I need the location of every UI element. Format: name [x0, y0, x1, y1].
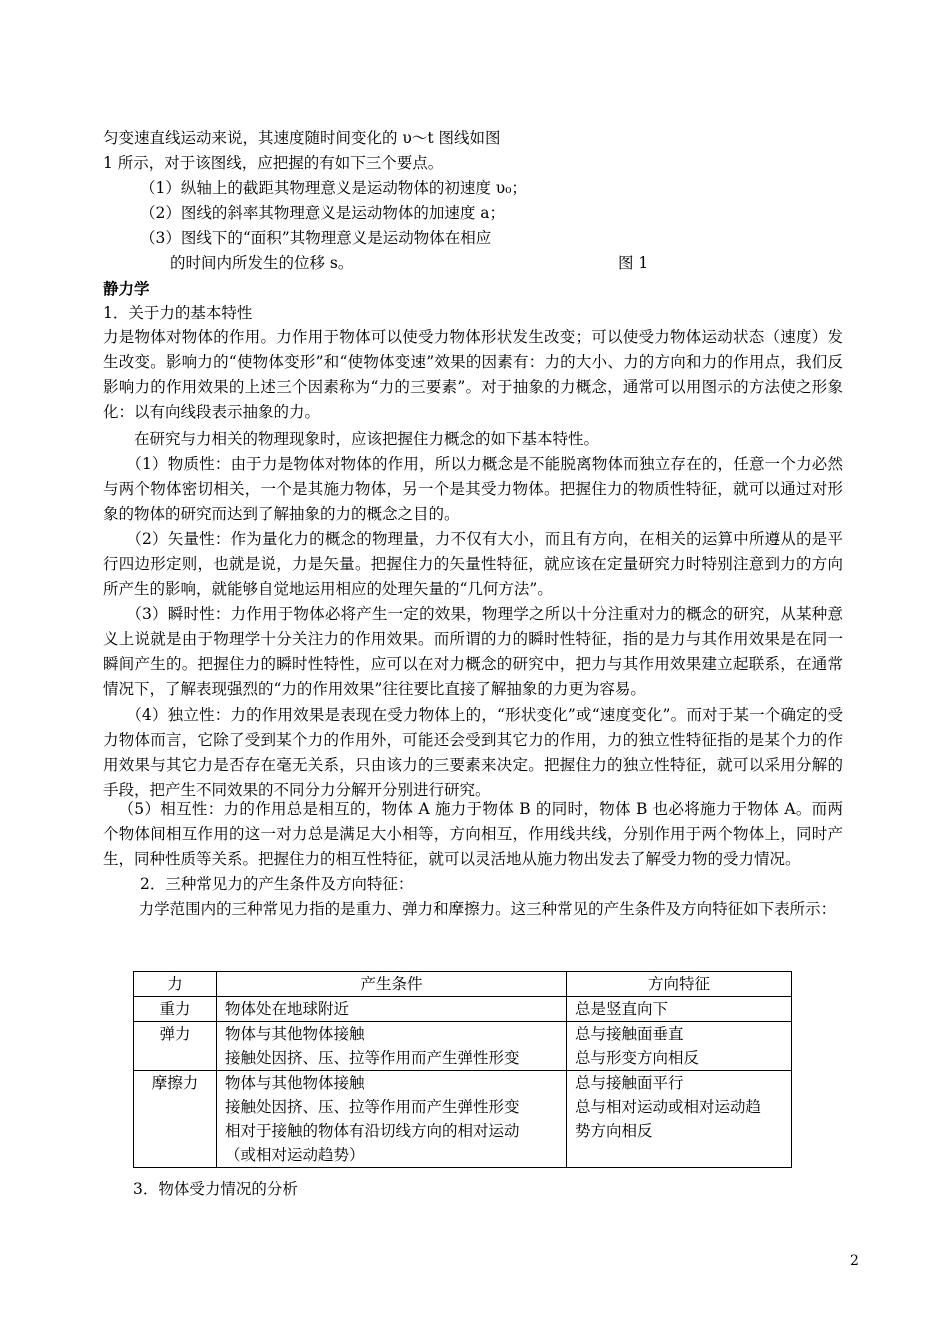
condition-line: 物体与其他物体接触: [225, 1025, 365, 1043]
direction-line: 总与相对运动或相对运动趋: [575, 1098, 762, 1116]
force-direction: [567, 997, 792, 1022]
intro-point-3-cont: 的时间内所发生的位移 s。: [170, 254, 354, 272]
subsection-1-lead: 在研究与力相关的物理现象时，应该把握住力概念的如下基本特性。: [134, 430, 600, 448]
subsection-1-intro: 力是物体对物体的作用。力作用于物体可以使受力物体形状发生改变；可以使受力物体运动状态（速度）发生改变。影响力的“使物体变形”和“使物体变速”效果的因素有：力的大小、力的方向和力的作用点，我们反影响力的作用效果的上述三个因素称为“力的三要素”。对于抽象的力概念，通常可以用图示的方法使之形象化：以有向线段表示抽象的力。: [103, 328, 843, 421]
subsection-1-title: 1．关于力的基本特性: [103, 304, 253, 322]
direction-line: 总与接触面平行: [575, 1074, 684, 1092]
subsection-3-title: 3．物体受力情况的分析: [133, 1180, 298, 1198]
condition-line: 物体与其他物体接触: [225, 1074, 365, 1092]
table-header-conditions: 产生条件: [217, 972, 567, 997]
intro-point-1: （1）纵轴上的截距其物理意义是运动物体的初速度 υ₀；: [140, 179, 527, 197]
condition-line: 物体处在地球附近: [225, 1000, 350, 1018]
condition-line: 接触处因挤、压、拉等作用而产生弹性形变: [225, 1098, 520, 1116]
table-header-direction: 方向特征: [567, 972, 792, 997]
force-name: 弹力: [134, 1022, 217, 1071]
direction-line: 总是竖直向下: [575, 1000, 669, 1018]
table-row: [134, 997, 792, 1022]
table-row: [134, 1071, 792, 1168]
direction-line: 总与接触面垂直: [575, 1025, 684, 1043]
subsection-2-title: 2．三种常见力的产生条件及方向特征：: [140, 875, 414, 893]
force-direction: [567, 1022, 792, 1071]
table-header-row: [134, 972, 792, 997]
force-direction: [567, 1071, 792, 1168]
property-independence: （4）独立性：力的作用效果是表现在受力物体上的，“形状变化”或“速度变化”。而对于某一个确定的受力物体而言，它除了受到某个力的作用外，可能还会受到其它力的作用，力的独立性特征指的是某个力的作用效果与其它力是否存在毫无关系，只由该力的三要素来决定。把握住力的独立性特征，就可以采用分解的手段，把产生不同效果的不同分力分解开分别进行研究。: [103, 706, 843, 799]
force-name: 重力: [134, 997, 217, 1022]
page-number: 2: [850, 1253, 859, 1269]
intro-point-2: （2）图线的斜率其物理意义是运动物体的加速度 a；: [140, 204, 506, 222]
condition-line: （或相对运动趋势）: [225, 1146, 365, 1164]
property-materiality: （1）物质性：由于力是物体对物体的作用，所以力概念是不能脱离物体而独立存在的，任意一个力必然与两个物体密切相关，一个是其施力物体，另一个是其受力物体。把握住力的物质性特征，就可以通过对形象的物体的研究而达到了解抽象的力的概念之目的。: [103, 455, 843, 523]
intro-point-3: （3）图线下的“面积”其物理意义是运动物体在相应: [140, 229, 492, 247]
force-conditions: [217, 1071, 567, 1168]
direction-line: 总与形变方向相反: [575, 1049, 700, 1067]
table-header-force: 力: [134, 972, 217, 997]
force-name: 摩擦力: [134, 1071, 217, 1168]
section-title: 静力学: [103, 279, 150, 298]
intro-line-2: 1 所示，对于该图线，应把握的有如下三个要点。: [103, 154, 444, 172]
force-conditions: [217, 997, 567, 1022]
condition-line: 相对于接触的物体有沿切线方向的相对运动: [225, 1122, 520, 1140]
condition-line: 接触处因挤、压、拉等作用而产生弹性形变: [225, 1049, 520, 1067]
figure-label: 图 1: [618, 254, 649, 272]
force-conditions: [217, 1022, 567, 1071]
intro-line-1: 匀变速直线运动来说，其速度随时间变化的 υ～t 图线如图: [103, 129, 501, 147]
property-instantaneity: （3）瞬时性：力作用于物体必将产生一定的效果，物理学之所以十分注重对力的概念的研究，从某种意义上说就是由于物理学十分关注力的作用效果。而所谓的力的瞬时性特征，指的是力与其作用效果是在同一瞬间产生的。把握住力的瞬时性特性，应可以在对力概念的研究中，把力与其作用效果建立起联系，在通常情况下，了解表现强烈的“力的作用效果”往往要比直接了解抽象的力更为容易。: [103, 605, 843, 698]
subsection-2-intro: 力学范围内的三种常见力指的是重力、弹力和摩擦力。这三种常见的产生条件及方向特征如下表所示：: [138, 900, 837, 918]
table-row: [134, 1022, 792, 1071]
direction-line: 势方向相反: [575, 1122, 653, 1140]
forces-table: [133, 971, 792, 1168]
property-mutuality: （5）相互性：力的作用总是相互的，物体 A 施力于物体 B 的同时，物体 B 也必将施力于物体 A。而两个物体间相互作用的这一对力总是满足大小相等，方向相互，作用线共线，分别作用于两个物体上，同时产生，同种性质等关系。把握住力的相互性特征，就可以灵活地从施力物出发去了解受力物的受力情况。: [103, 800, 843, 868]
property-vector: （2）矢量性：作为量化力的概念的物理量，力不仅有大小，而且有方向，在相关的运算中所遵从的是平行四边形定则，也就是说，力是矢量。把握住力的矢量性特征，就应该在定量研究力时特别注意到力的方向所产生的影响，就能够自觉地运用相应的处理矢量的“几何方法”。: [103, 530, 843, 598]
